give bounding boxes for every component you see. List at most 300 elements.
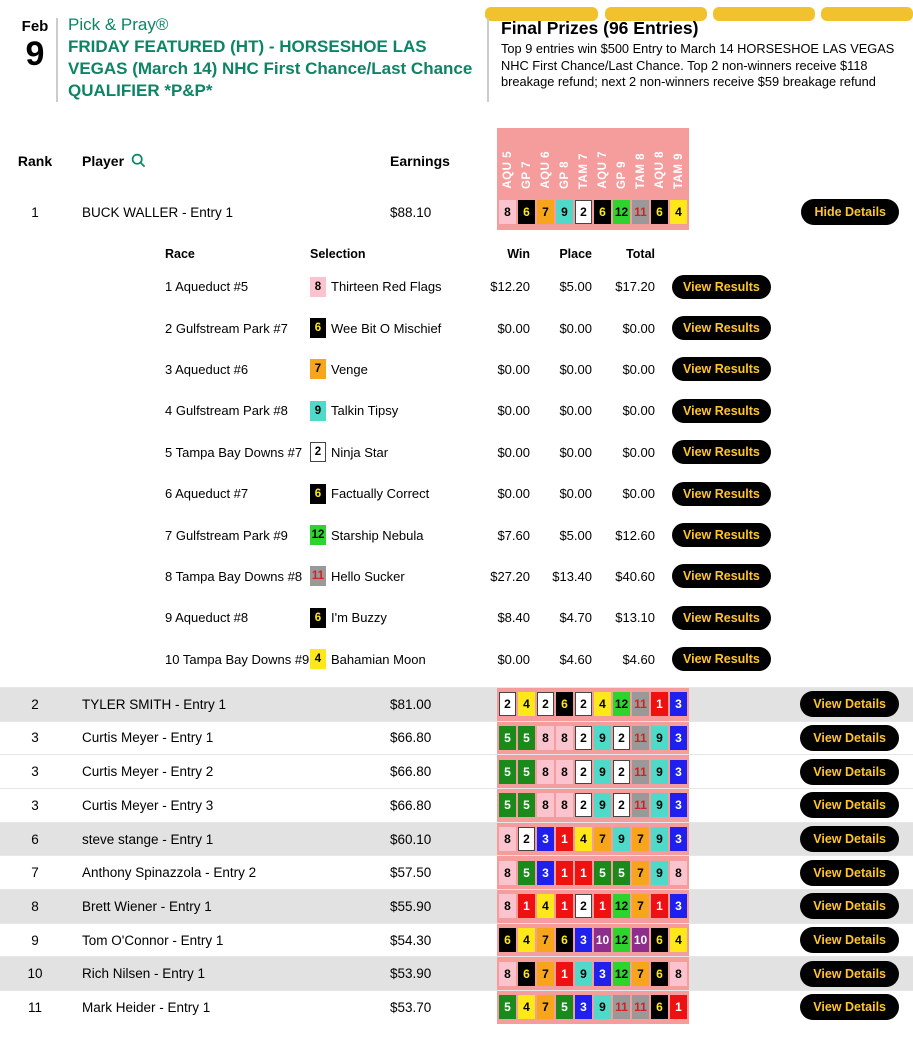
saddle-chip-1: 1: [594, 894, 611, 918]
track-header-tam-8: [632, 128, 649, 194]
place-amount: $5.00: [559, 527, 592, 543]
entry-earnings: $53.70: [390, 999, 432, 1015]
race-label: 9 Aqueduct #8: [165, 610, 249, 626]
entry-picks-strip: [497, 890, 689, 923]
track-header-label: AQU 8: [653, 151, 666, 189]
saddle-chip-6: 6: [556, 928, 573, 952]
saddle-chip-2: 2: [575, 726, 592, 750]
track-header-gp-7: [518, 128, 535, 194]
details-row: [0, 556, 913, 597]
horse-name: Hello Sucker: [331, 568, 405, 584]
selection-cell: [310, 608, 455, 628]
saddle-chip-9: 9: [575, 962, 592, 986]
leaderboard-row: [0, 788, 913, 822]
entry-picks-strip: [497, 991, 689, 1024]
details-selection-header: Selection: [310, 247, 366, 261]
selection-cell: [310, 484, 455, 504]
entry-player-name: Tom O'Connor - Entry 1: [82, 932, 224, 948]
entry-earnings: $81.00: [390, 696, 432, 712]
saddle-chip-2: 2: [613, 760, 630, 784]
leaderboard-row: [0, 855, 913, 889]
entry-rank: 8: [31, 898, 39, 914]
saddle-chip-5: 5: [613, 861, 630, 885]
entry-earnings: $54.30: [390, 932, 432, 948]
track-header-aqu-6: [537, 128, 554, 194]
horse-name: Wee Bit O Mischief: [331, 320, 442, 336]
win-amount: $0.00: [497, 486, 530, 502]
selection-cell: [310, 442, 455, 462]
selection-cell: [310, 401, 455, 421]
entry-rank: 3: [31, 730, 39, 746]
entry-player-name: Brett Wiener - Entry 1: [82, 898, 212, 914]
view-results-button[interactable]: View Results: [672, 482, 771, 506]
race-label: 7 Gulfstream Park #9: [165, 527, 288, 543]
entry-rank: 11: [27, 999, 42, 1015]
saddle-chip-3: 3: [575, 928, 592, 952]
saddle-chip-9: 9: [594, 760, 611, 784]
entry-earnings: $55.90: [390, 898, 432, 914]
saddle-chip-7: 7: [537, 928, 554, 952]
search-icon[interactable]: [131, 153, 146, 168]
saddle-chip-6: 6: [518, 962, 535, 986]
entry-player-name: Curtis Meyer - Entry 2: [82, 764, 214, 780]
saddle-chip-9: 9: [651, 793, 668, 817]
saddle-chip-8: 8: [537, 793, 554, 817]
saddle-chip-7: 7: [632, 827, 649, 851]
track-header-band: [497, 128, 689, 194]
saddle-chip-2: 2: [575, 894, 592, 918]
earnings-column-header: Earnings: [390, 153, 450, 169]
track-header-label: TAM 8: [634, 152, 647, 189]
view-results-button[interactable]: View Results: [672, 440, 771, 464]
saddle-chip-11: 11: [632, 995, 649, 1019]
entry-player-name: Curtis Meyer - Entry 3: [82, 797, 214, 813]
saddle-chip-9: 9: [651, 861, 668, 885]
saddle-chip-5: 5: [518, 861, 535, 885]
saddle-chip-10: 10: [594, 928, 611, 952]
saddle-chip-11: 11: [632, 793, 649, 817]
saddle-chip-1: 1: [651, 894, 668, 918]
saddle-chip-6: 6: [594, 200, 611, 224]
entry-player-cell: [70, 832, 390, 847]
saddle-chip-2: 2: [575, 793, 592, 817]
view-results-button[interactable]: View Results: [672, 399, 771, 423]
view-details-button[interactable]: View Details: [800, 860, 899, 886]
leaderboard-row: [0, 687, 913, 721]
horse-name: Venge: [331, 361, 368, 377]
saddle-chip-3: 3: [575, 995, 592, 1019]
view-details-button[interactable]: View Details: [800, 725, 899, 751]
entry-rank: 10: [27, 966, 43, 982]
saddle-chip-12: 12: [613, 894, 630, 918]
saddle-chip-4: 4: [670, 928, 687, 952]
track-header-label: AQU 5: [501, 151, 514, 189]
saddle-chip-11: 11: [632, 692, 649, 716]
selection-cell: [310, 318, 455, 338]
saddle-chip-8: 8: [310, 277, 326, 297]
total-amount: $0.00: [622, 361, 655, 377]
total-amount: $13.10: [615, 610, 655, 626]
saddle-chip-8: 8: [499, 861, 516, 885]
saddle-chip-4: 4: [310, 649, 326, 669]
entry-picks-strip: [497, 789, 689, 822]
entry-earnings: $66.80: [390, 797, 432, 813]
track-header-label: GP 7: [520, 161, 533, 189]
race-label: 8 Tampa Bay Downs #8: [165, 568, 303, 584]
total-amount: $4.60: [622, 651, 655, 667]
win-amount: $0.00: [497, 444, 530, 460]
horse-name: Thirteen Red Flags: [331, 279, 442, 295]
saddle-chip-9: 9: [594, 726, 611, 750]
entry-picks-strip: [497, 194, 689, 230]
place-amount: $13.40: [552, 568, 592, 584]
entry-picks-strip: [497, 823, 689, 856]
saddle-chip-6: 6: [518, 200, 535, 224]
view-results-button[interactable]: View Results: [672, 564, 771, 588]
saddle-chip-1: 1: [556, 962, 573, 986]
view-details-button[interactable]: View Details: [800, 994, 899, 1020]
saddle-chip-8: 8: [670, 962, 687, 986]
track-header-tam-9: [670, 128, 687, 194]
saddle-chip-2: 2: [537, 692, 554, 716]
entry-details-panel: [0, 230, 913, 687]
saddle-chip-7: 7: [537, 962, 554, 986]
saddle-chip-1: 1: [670, 995, 687, 1019]
leaderboard-row: [0, 194, 913, 230]
event-date-month: Feb: [21, 18, 49, 35]
entry-player-name: steve stange - Entry 1: [82, 831, 214, 847]
saddle-chip-3: 3: [670, 894, 687, 918]
details-row: [0, 307, 913, 348]
view-details-button[interactable]: View Details: [800, 792, 899, 818]
details-place-header: Place: [559, 247, 592, 261]
entry-player-name: Curtis Meyer - Entry 1: [82, 730, 214, 746]
view-results-button[interactable]: View Results: [672, 647, 771, 671]
track-header-label: GP 8: [558, 161, 571, 189]
entry-earnings: $88.10: [390, 204, 432, 220]
entry-player-cell: [70, 933, 390, 948]
details-header-row: [0, 242, 913, 266]
saddle-chip-4: 4: [518, 995, 535, 1019]
saddle-chip-4: 4: [518, 692, 535, 716]
total-amount: $40.60: [615, 568, 655, 584]
details-row: [0, 266, 913, 307]
total-amount: $0.00: [622, 444, 655, 460]
saddle-chip-3: 3: [670, 827, 687, 851]
leaderboard-row: [0, 990, 913, 1024]
saddle-chip-2: 2: [613, 793, 630, 817]
win-amount: $0.00: [497, 361, 530, 377]
event-date: [14, 18, 58, 102]
entry-rank: 3: [31, 764, 39, 780]
total-amount: $0.00: [622, 320, 655, 336]
race-label: 10 Tampa Bay Downs #9: [165, 651, 310, 667]
saddle-chip-5: 5: [518, 760, 535, 784]
saddle-chip-6: 6: [310, 608, 326, 628]
entry-rank: 3: [31, 797, 39, 813]
saddle-chip-8: 8: [499, 894, 516, 918]
details-row: [0, 639, 913, 680]
view-details-button[interactable]: View Details: [800, 826, 899, 852]
saddle-chip-8: 8: [556, 760, 573, 784]
saddle-chip-7: 7: [632, 861, 649, 885]
saddle-chip-6: 6: [499, 928, 516, 952]
track-header-label: AQU 6: [539, 151, 552, 189]
saddle-chip-7: 7: [632, 962, 649, 986]
selection-cell: [310, 525, 455, 545]
event-header: [0, 14, 913, 108]
entry-rank: 2: [31, 696, 39, 712]
track-header-label: TAM 9: [672, 152, 685, 189]
hide-details-button[interactable]: Hide Details: [801, 199, 899, 225]
track-header-tam-7: [575, 128, 592, 194]
win-amount: $12.20: [490, 279, 530, 295]
saddle-chip-5: 5: [499, 995, 516, 1019]
rank-column-header: Rank: [17, 153, 53, 169]
selection-cell: [310, 277, 455, 297]
saddle-chip-3: 3: [670, 760, 687, 784]
place-amount: $0.00: [559, 444, 592, 460]
saddle-chip-7: 7: [537, 200, 554, 224]
horse-name: I'm Buzzy: [331, 610, 387, 626]
entry-player-cell: [70, 205, 390, 220]
saddle-chip-3: 3: [670, 793, 687, 817]
track-header-label: GP 9: [615, 161, 628, 189]
saddle-chip-2: 2: [575, 692, 592, 716]
entry-earnings: $66.80: [390, 730, 432, 746]
saddle-chip-6: 6: [651, 200, 668, 224]
view-details-button[interactable]: View Details: [800, 759, 899, 785]
saddle-chip-4: 4: [518, 928, 535, 952]
entry-earnings: $57.50: [390, 865, 432, 881]
entry-rank: 6: [31, 831, 39, 847]
saddle-chip-9: 9: [310, 401, 326, 421]
player-column-header: Player: [82, 153, 125, 169]
track-header-label: AQU 7: [596, 151, 609, 189]
saddle-chip-9: 9: [556, 200, 573, 224]
saddle-chip-11: 11: [613, 995, 630, 1019]
view-details-button[interactable]: View Details: [800, 691, 899, 717]
entry-rank: 1: [31, 204, 39, 220]
saddle-chip-6: 6: [651, 962, 668, 986]
saddle-chip-2: 2: [310, 442, 326, 462]
details-win-header: Win: [507, 247, 530, 261]
saddle-chip-5: 5: [594, 861, 611, 885]
saddle-chip-1: 1: [575, 861, 592, 885]
entry-picks-strip: [497, 722, 689, 755]
place-amount: $0.00: [559, 361, 592, 377]
saddle-chip-8: 8: [537, 760, 554, 784]
view-details-button[interactable]: View Details: [800, 893, 899, 919]
saddle-chip-8: 8: [670, 861, 687, 885]
place-amount: $0.00: [559, 403, 592, 419]
entry-picks-strip: [497, 856, 689, 889]
saddle-chip-7: 7: [310, 359, 326, 379]
event-title-block: [68, 14, 475, 102]
entry-earnings: $66.80: [390, 764, 432, 780]
saddle-chip-5: 5: [518, 726, 535, 750]
place-amount: $4.70: [559, 610, 592, 626]
horse-name: Bahamian Moon: [331, 651, 426, 667]
entry-earnings: $53.90: [390, 966, 432, 982]
track-header-label: TAM 7: [577, 152, 590, 189]
race-label: 2 Gulfstream Park #7: [165, 320, 288, 336]
event-subtitle: Pick & Pray®: [68, 15, 169, 34]
saddle-chip-3: 3: [670, 726, 687, 750]
entry-player-name: Anthony Spinazzola - Entry 2: [82, 865, 257, 881]
entry-player-name: BUCK WALLER - Entry 1: [82, 204, 234, 220]
entry-rank: 7: [31, 865, 39, 881]
entry-player-cell: [70, 899, 390, 914]
entry-player-cell: [70, 865, 390, 880]
saddle-chip-4: 4: [594, 692, 611, 716]
total-amount: $12.60: [615, 527, 655, 543]
saddle-chip-11: 11: [632, 200, 649, 224]
saddle-chip-2: 2: [499, 692, 516, 716]
saddle-chip-8: 8: [499, 200, 516, 224]
place-amount: $4.60: [559, 651, 592, 667]
details-row: [0, 432, 913, 473]
win-amount: $8.40: [497, 610, 530, 626]
saddle-chip-9: 9: [651, 726, 668, 750]
win-amount: $0.00: [497, 320, 530, 336]
saddle-chip-2: 2: [575, 760, 592, 784]
race-label: 3 Aqueduct #6: [165, 361, 249, 377]
horse-name: Starship Nebula: [331, 527, 424, 543]
saddle-chip-2: 2: [575, 200, 592, 224]
leaderboard: [0, 128, 913, 1024]
saddle-chip-6: 6: [310, 318, 326, 338]
entry-player-cell: [70, 764, 390, 779]
saddle-chip-5: 5: [499, 726, 516, 750]
view-results-button[interactable]: View Results: [672, 316, 771, 340]
leaderboard-header-row: [0, 128, 913, 194]
place-amount: $5.00: [559, 279, 592, 295]
saddle-chip-9: 9: [651, 827, 668, 851]
horse-name: Factually Correct: [331, 486, 430, 502]
leaderboard-row: [0, 956, 913, 990]
saddle-chip-11: 11: [632, 726, 649, 750]
details-row: [0, 473, 913, 514]
event-title: FRIDAY FEATURED (HT) - HORSESHOE LAS VEGAS (March 14) NHC First Chance/Last Chance QUALIFIER *P&P*: [68, 37, 473, 100]
entry-picks-strip: [497, 957, 689, 990]
saddle-chip-11: 11: [632, 760, 649, 784]
entry-player-name: Rich Nilsen - Entry 1: [82, 966, 206, 982]
saddle-chip-3: 3: [537, 861, 554, 885]
entry-earnings: $60.10: [390, 831, 432, 847]
race-label: 1 Aqueduct #5: [165, 279, 249, 295]
saddle-chip-1: 1: [518, 894, 535, 918]
entry-player-name: Mark Heider - Entry 1: [82, 999, 211, 1015]
saddle-chip-8: 8: [499, 827, 516, 851]
saddle-chip-12: 12: [613, 200, 630, 224]
saddle-chip-5: 5: [518, 793, 535, 817]
track-header-aqu-7: [594, 128, 611, 194]
entry-rank: 9: [31, 932, 39, 948]
leaderboard-row: [0, 721, 913, 755]
race-label: 5 Tampa Bay Downs #7: [165, 444, 303, 460]
saddle-chip-7: 7: [632, 894, 649, 918]
track-header-aqu-8: [651, 128, 668, 194]
saddle-chip-9: 9: [594, 793, 611, 817]
saddle-chip-1: 1: [556, 861, 573, 885]
total-amount: $0.00: [622, 486, 655, 502]
saddle-chip-8: 8: [556, 726, 573, 750]
race-label: 4 Gulfstream Park #8: [165, 403, 288, 419]
saddle-chip-3: 3: [537, 827, 554, 851]
entry-player-cell: [70, 1000, 390, 1015]
entry-player-name: TYLER SMITH - Entry 1: [82, 696, 227, 712]
saddle-chip-9: 9: [613, 827, 630, 851]
final-prizes-block: [487, 18, 903, 102]
saddle-chip-7: 7: [594, 827, 611, 851]
leaderboard-row: [0, 822, 913, 856]
leaderboard-row: [0, 923, 913, 957]
win-amount: $27.20: [490, 568, 530, 584]
final-prizes-description: Top 9 entries win $500 Entry to March 14 HORSESHOE LAS VEGAS NHC First Chance/Last Chance. Top 2 non-winners receive $118 breakage refund; next 2 non-winners receive $59 breakage refund: [501, 41, 895, 89]
view-results-button[interactable]: View Results: [672, 357, 771, 381]
track-header-gp-9: [613, 128, 630, 194]
saddle-chip-6: 6: [651, 928, 668, 952]
view-details-button[interactable]: View Details: [800, 961, 899, 987]
saddle-chip-5: 5: [499, 760, 516, 784]
selection-cell: [310, 566, 455, 586]
entry-picks-strip: [497, 924, 689, 957]
details-row: [0, 514, 913, 555]
saddle-chip-1: 1: [556, 827, 573, 851]
view-details-button[interactable]: View Details: [800, 927, 899, 953]
saddle-chip-8: 8: [537, 726, 554, 750]
win-amount: $0.00: [497, 651, 530, 667]
details-race-header: Race: [165, 247, 195, 261]
event-date-day: 9: [25, 35, 45, 73]
track-header-gp-8: [556, 128, 573, 194]
win-amount: $0.00: [497, 403, 530, 419]
saddle-chip-2: 2: [518, 827, 535, 851]
place-amount: $0.00: [559, 486, 592, 502]
saddle-chip-3: 3: [594, 962, 611, 986]
saddle-chip-3: 3: [670, 692, 687, 716]
saddle-chip-5: 5: [499, 793, 516, 817]
details-row: [0, 349, 913, 390]
saddle-chip-5: 5: [556, 995, 573, 1019]
details-total-header: Total: [626, 247, 655, 261]
track-header-aqu-5: [499, 128, 516, 194]
saddle-chip-9: 9: [651, 760, 668, 784]
entry-player-cell: [70, 730, 390, 745]
final-prizes-heading: Final Prizes (96 Entries): [501, 18, 699, 38]
saddle-chip-6: 6: [651, 995, 668, 1019]
leaderboard-rows: [0, 194, 913, 1024]
saddle-chip-2: 2: [613, 726, 630, 750]
view-results-button[interactable]: View Results: [672, 275, 771, 299]
total-amount: $17.20: [615, 279, 655, 295]
details-row: [0, 390, 913, 431]
saddle-chip-8: 8: [499, 962, 516, 986]
saddle-chip-4: 4: [670, 200, 687, 224]
view-results-button[interactable]: View Results: [672, 606, 771, 630]
saddle-chip-4: 4: [575, 827, 592, 851]
saddle-chip-1: 1: [651, 692, 668, 716]
entry-player-cell: [70, 966, 390, 981]
leaderboard-row: [0, 754, 913, 788]
view-results-button[interactable]: View Results: [672, 523, 771, 547]
saddle-chip-11: 11: [310, 566, 326, 586]
saddle-chip-12: 12: [613, 962, 630, 986]
entry-picks-strip: [497, 688, 689, 721]
total-amount: $0.00: [622, 403, 655, 419]
place-amount: $0.00: [559, 320, 592, 336]
